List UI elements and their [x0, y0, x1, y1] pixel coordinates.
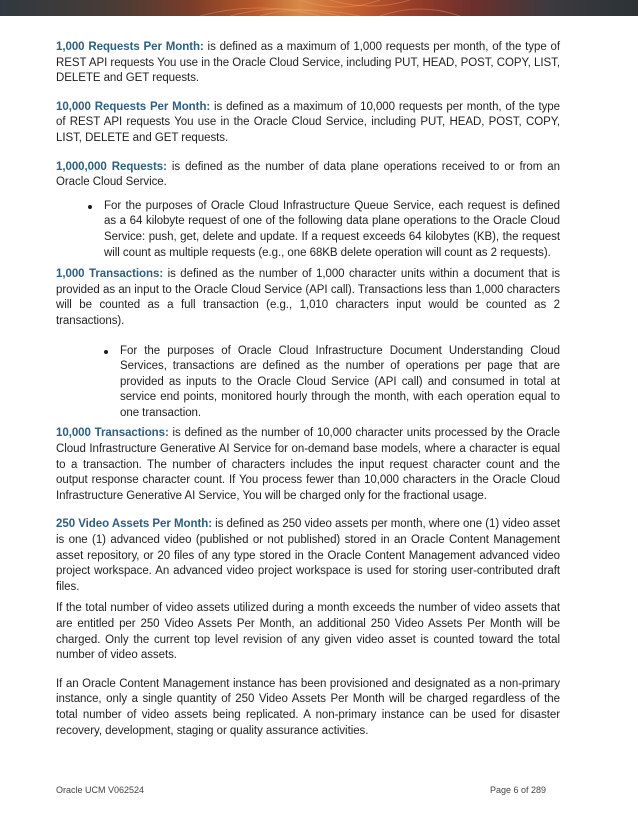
term-label: 10,000 Transactions: [56, 427, 169, 440]
definition-text: is defined as the number of data plane operations received to or from an Oracle Cloud Service. [56, 160, 560, 189]
paragraph-250-video-assets [56, 517, 560, 595]
banner-pattern [0, 0, 638, 16]
list-item-text: For the purposes of Oracle Cloud Infrastructure Document Understanding Cloud Services, transactions are defined as the number of operations per page that are provided as inputs to the Oracle Cloud Service (API call) and consumed in total at service end points, monitored hourly through the month, with each operation equal to one transaction. [120, 344, 560, 419]
list-item-text: For the purposes of Oracle Cloud Infrastructure Queue Service, each request is defined as a 64 kilobyte request of one of the following data plane operations to the Oracle Cloud Service: push, get, delete and update. If a request exceeds 64 kilobytes (KB), the request will count as multiple requests (e.g., one 68KB delete operation will count as 2 requests). [104, 199, 560, 259]
definition-text: is defined as the number of 10,000 character units processed by the Oracle Cloud Infrastructure Generative AI Service for on-demand base models, where a character is equal to a transaction. The number of characters includes the input request character count and the output response character count. If You process fewer than 10,000 characters in the Oracle Cloud Infrastructure Generative AI Service, You will be charged only for the fractional usage. [56, 427, 560, 502]
bullet-icon [88, 205, 92, 209]
term-label: 250 Video Assets Per Month: [56, 518, 212, 531]
paragraph-video-asset-overage: If the total number of video assets utilized during a month exceeds the number of video assets that are entitled per 250 Video Assets Per Month, an additional 250 Video Assets Per Month will be charged. Only the current top level revision of any given video asset is counted toward the total number of video assets. [56, 602, 560, 662]
paragraph-10000-requests [56, 100, 560, 147]
paragraph-non-primary-instance: If an Oracle Content Management instance has been provisioned and designated as a non-primary instance, only a single quantity of 250 Video Assets Per Month will be charged regardless of the total number of video assets being replicated. A non-primary instance can be used for disaster recovery, development, staging or quality assurance activities. [56, 677, 560, 737]
paragraph-10000-transactions [56, 426, 560, 504]
paragraph-1000-requests [56, 40, 560, 87]
definition-text: is defined as the number of 1,000 character units within a document that is provided as an input to the Oracle Cloud Service (API call). Transactions less than 1,000 characters will be counted as a full transaction (e.g., 1,010 characters input would be counted as 2 transactions). [56, 268, 561, 327]
definition-text: is defined as a maximum of 10,000 requests per month, of the type of REST API requests You use in the Oracle Cloud Service, including PUT, HEAD, POST, COPY, LIST, DELETE and GET requests. [56, 100, 560, 144]
paragraph-1000-transactions [56, 267, 560, 329]
term-label: 1,000 Transactions: [56, 268, 164, 281]
page-number: Page 6 of 289 [489, 785, 546, 795]
document-version: Oracle UCM V062524 [56, 785, 145, 795]
bullet-list-queue [56, 199, 560, 261]
document-body [56, 40, 560, 739]
list-item [56, 344, 560, 422]
term-label: 1,000,000 Requests: [56, 160, 167, 173]
definition-text: is defined as a maximum of 1,000 requests per month, of the type of REST API requests You use in the Oracle Cloud Service, including PUT, HEAD, POST, COPY, LIST, DELETE and GET requests. [56, 41, 560, 85]
term-label: 1,000 Requests Per Month: [56, 41, 204, 53]
bullet-icon [104, 350, 108, 354]
page-footer [56, 785, 546, 795]
term-label: 10,000 Requests Per Month: [56, 100, 211, 113]
paragraph-1000000-requests [56, 160, 560, 191]
bullet-list-document-understanding [56, 344, 560, 422]
definition-text: is defined as 250 video assets per month, where one (1) video asset is one (1) advanced video (published or not published) stored in an Oracle Content Management asset repository, or 20 files of any type stored in the Oracle Content Management advanced video project workspace. An advanced video project workspace is used for storing user-contributed draft files. [56, 518, 560, 593]
list-item [56, 199, 560, 261]
header-banner [0, 0, 638, 16]
